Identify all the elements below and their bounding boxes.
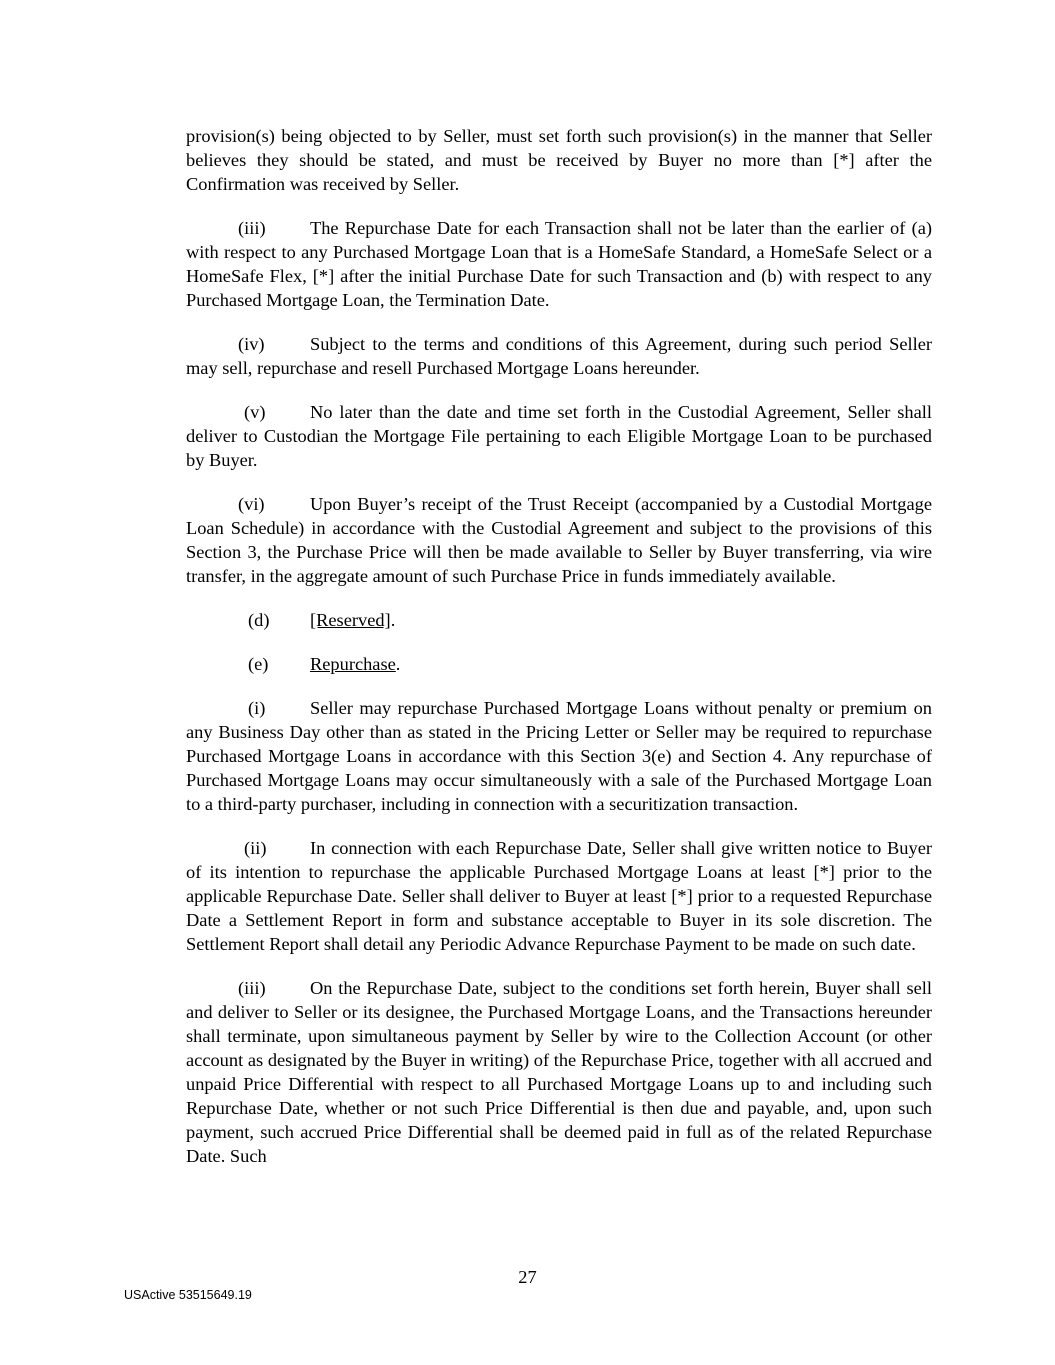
paragraph-text: Upon Buyer’s receipt of the Trust Receipt (accompanied by a Custodial Mortgage Loan Schedule) in accordance with the Custodial Agreement and subject to the provisions of this Section 3, the Purchase Price will then be made available to Seller by Buyer transferring, via wire transfer, in the aggregate amount of such Purchase Price in funds immediately available. xyxy=(186,494,932,586)
paragraph-number: (iii) xyxy=(238,978,266,998)
section-title-suffix: . xyxy=(390,610,396,630)
paragraph-number: (ii) xyxy=(244,838,267,858)
section-title: Repurchase xyxy=(310,654,396,674)
paragraph-iii xyxy=(186,216,932,312)
paragraph-number: (iii) xyxy=(238,218,266,238)
paragraph-continuation xyxy=(186,124,932,196)
paragraph-text: On the Repurchase Date, subject to the conditions set forth herein, Buyer shall sell and deliver to Seller or its designee, the Purchased Mortgage Loans, and the Transactions hereunder shall terminate, upon simultaneous payment by Seller by wire to the Collection Account (or other account as designated by the Buyer in writing) of the Repurchase Price, together with all accrued and unpaid Price Differential with respect to all Purchased Mortgage Loans up to and including such Repurchase Date, whether or not such Price Differential is then due and payable, and, upon such payment, such accrued Price Differential shall be deemed paid in full as of the related Repurchase Date. Such xyxy=(186,978,932,1166)
paragraph-text: In connection with each Repurchase Date, Seller shall give written notice to Buyer of its intention to repurchase the applicable Purchased Mortgage Loans at least [*] prior to the applicable Repurchase Date. Seller shall deliver to Buyer at least [*] prior to a requested Repurchase Date a Settlement Report in form and substance acceptable to Buyer in its sole discretion. The Settlement Report shall detail any Periodic Advance Repurchase Payment to be made on such date. xyxy=(186,838,932,954)
section-title-suffix: . xyxy=(395,654,401,674)
paragraph-e-ii xyxy=(186,836,932,956)
paragraph-text: Seller may repurchase Purchased Mortgage Loans without penalty or premium on any Business Day other than as stated in the Pricing Letter or Seller may be required to repurchase Purchased Mortgage Loans in accordance with this Section 3(e) and Section 4. Any repurchase of Purchased Mortgage Loans may occur simultaneously with a sale of the Purchased Mortgage Loan to a third-party purchaser, including in connection with a securitization transaction. xyxy=(186,698,932,814)
paragraph-v xyxy=(186,400,932,472)
section-number: (e) xyxy=(248,654,269,674)
paragraph-number: (iv) xyxy=(238,334,265,354)
paragraph-text: Subject to the terms and conditions of this Agreement, during such period Seller may sell, repurchase and resell Purchased Mortgage Loans hereunder. xyxy=(186,334,932,378)
section-heading-d xyxy=(186,608,932,632)
paragraph-text: The Repurchase Date for each Transaction shall not be later than the earlier of (a) with respect to any Purchased Mortgage Loan that is a HomeSafe Standard, a HomeSafe Select or a HomeSafe Flex, [*] after the initial Purchase Date for such Transaction and (b) with respect to any Purchased Mortgage Loan, the Termination Date. xyxy=(186,218,932,310)
paragraph-number: (vi) xyxy=(238,494,265,514)
page-number: 27 xyxy=(518,1267,537,1287)
paragraph-iv xyxy=(186,332,932,380)
paragraph-text: provision(s) being objected to by Seller, must set forth such provision(s) in the manner that Seller believes they should be stated, and must be received by Buyer no more than [*] after the Confirmation was received by Seller. xyxy=(186,126,932,194)
paragraph-number: (v) xyxy=(244,402,266,422)
section-heading-e xyxy=(186,652,932,676)
document-id: USActive 53515649.19 xyxy=(124,1288,252,1302)
document-body xyxy=(186,124,932,1168)
paragraph-text: No later than the date and time set forth in the Custodial Agreement, Seller shall deliver to Custodian the Mortgage File pertaining to each Eligible Mortgage Loan to be purchased by Buyer. xyxy=(186,402,932,470)
section-title: [Reserved] xyxy=(310,610,391,630)
paragraph-number: (i) xyxy=(248,698,266,718)
paragraph-e-iii xyxy=(186,976,932,1168)
section-number: (d) xyxy=(248,610,270,630)
paragraph-e-i xyxy=(186,696,932,816)
paragraph-vi xyxy=(186,492,932,588)
